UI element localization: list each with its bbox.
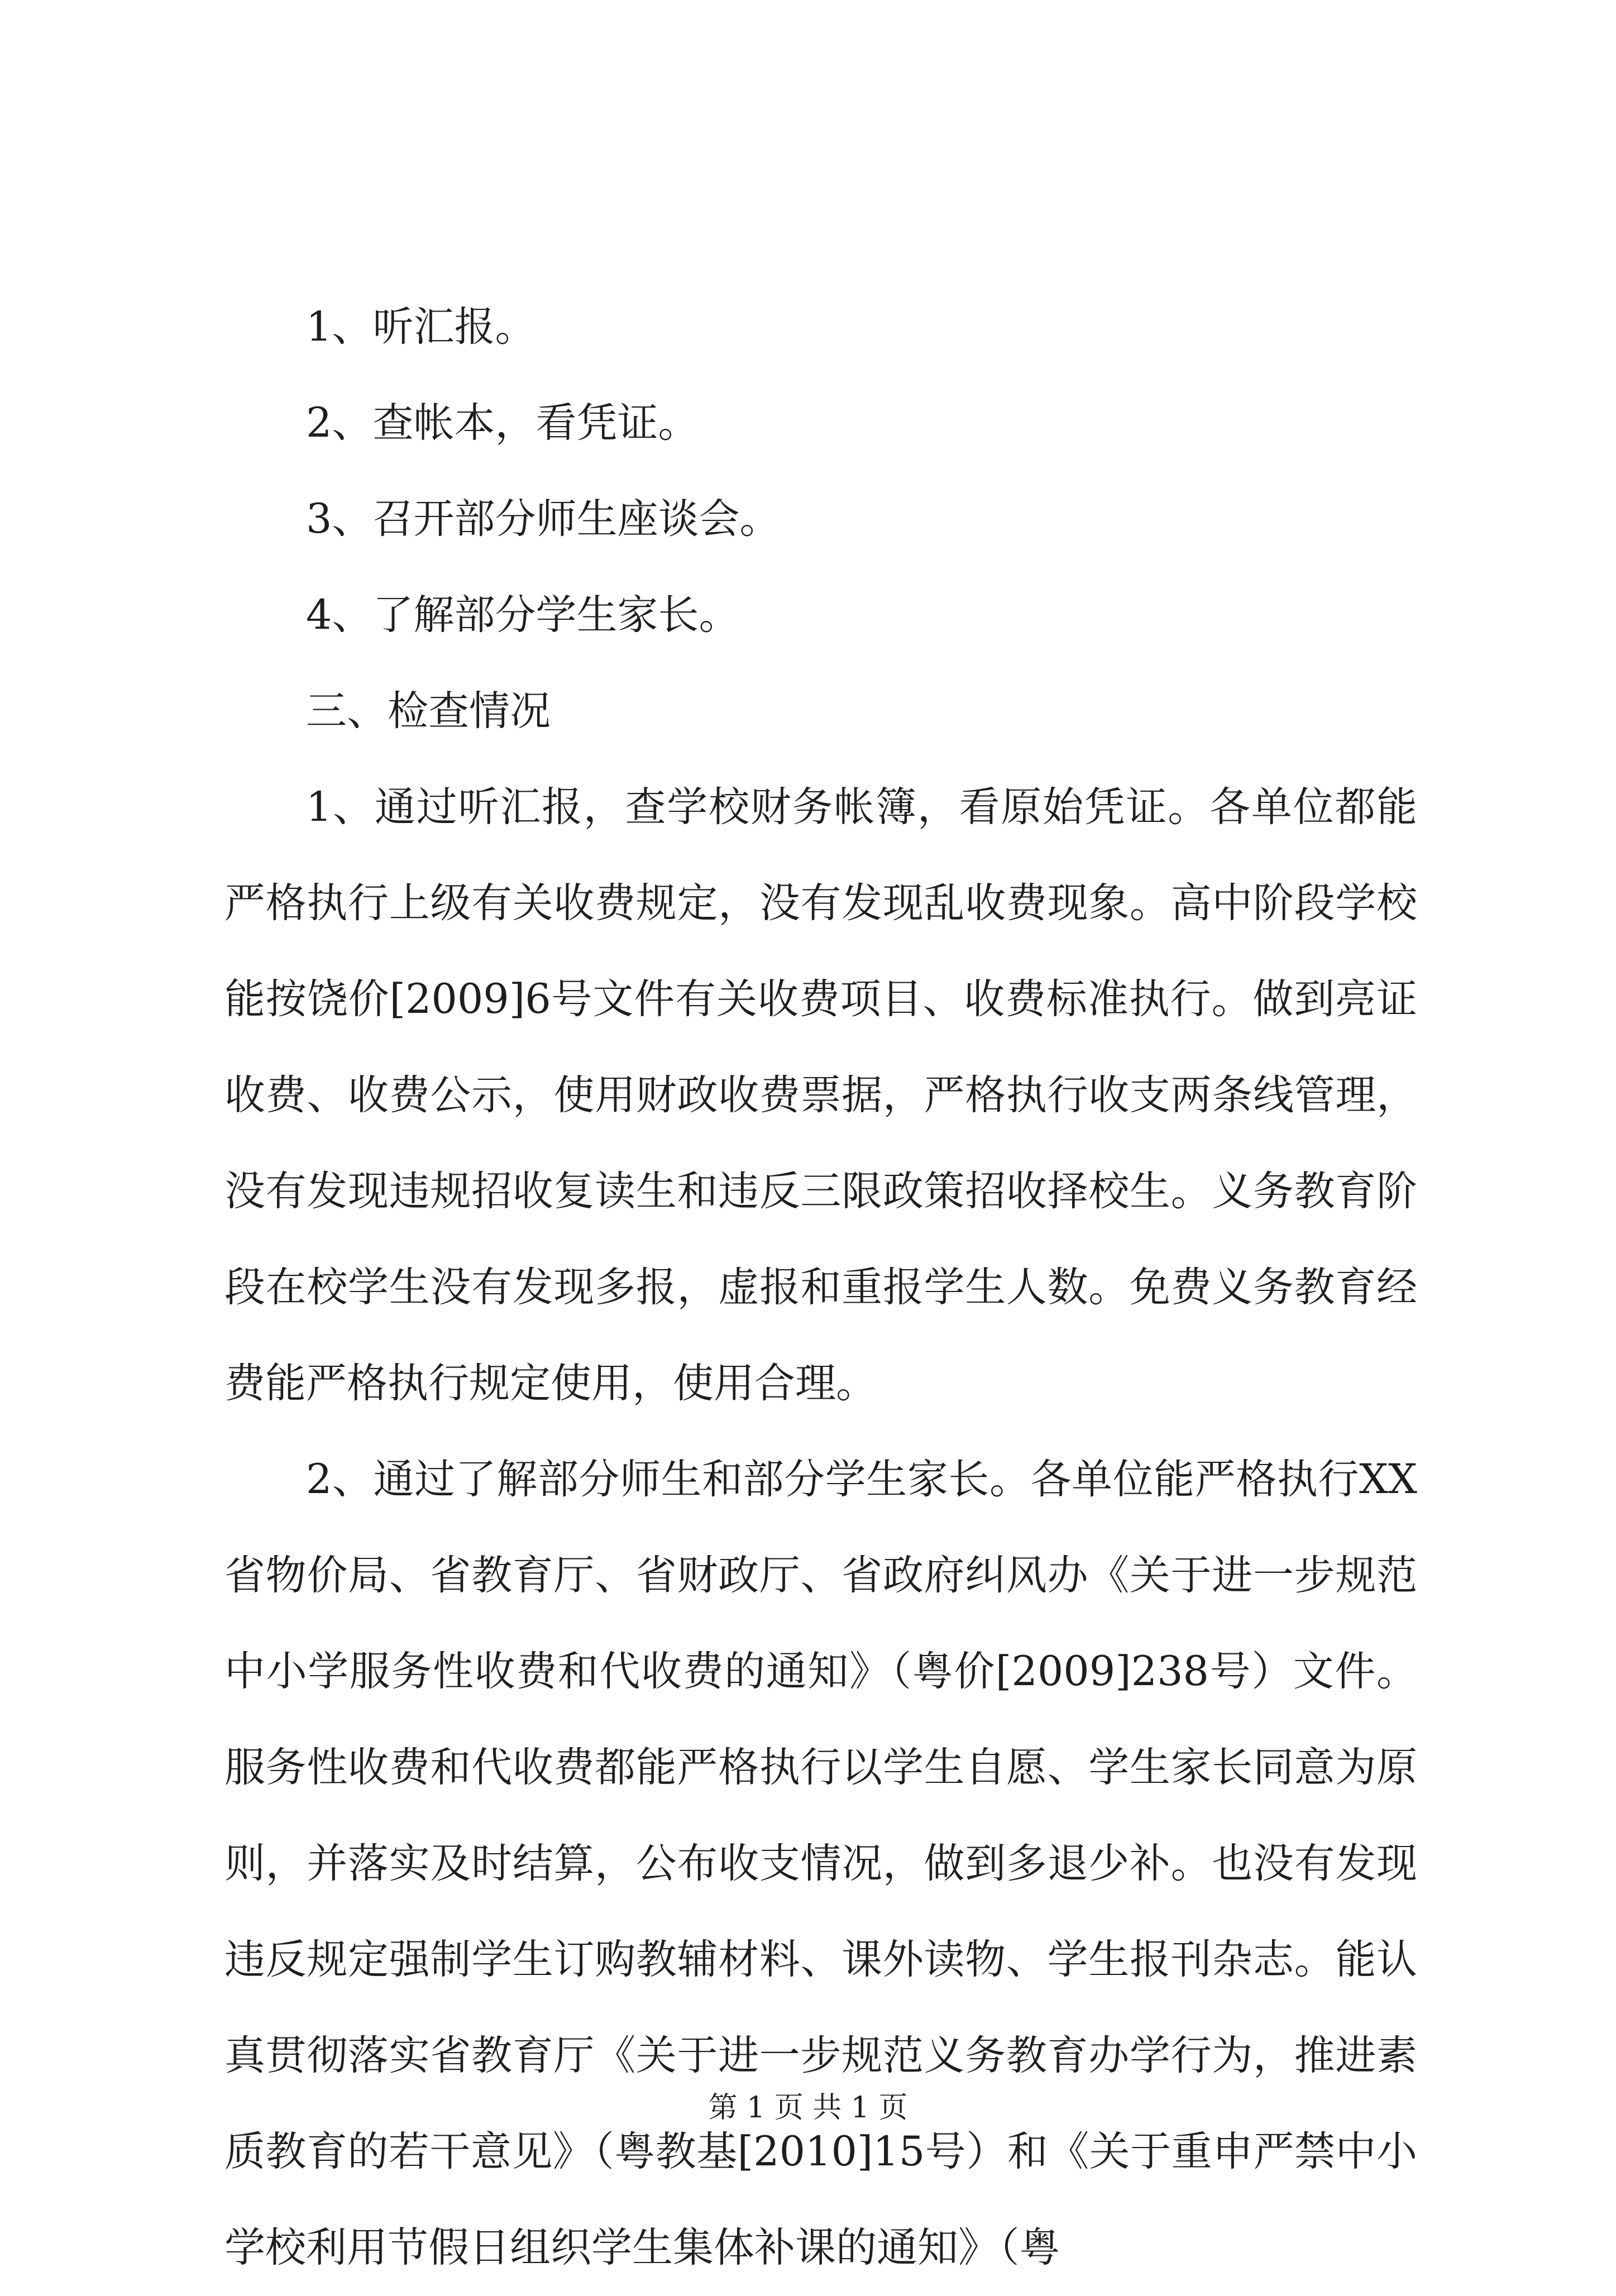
list-item-1: 1、听汇报。 bbox=[306, 303, 536, 351]
body-paragraph-2: 2、通过了解部分师生和部分学生家长。各单位能严格执行XX省物价局、省教育厅、省财政厅、省政府纠风办《关于进一步规范中小学服务性收费和代收费的通知》（粤价[2009]238号）文件。服务性收费和代收费都能严格执行以学生自愿、学生家长同意为原则，并落实及时结算，公布收支情况，做到多退少补。也没有发现违反规定强制学生订购教辅材料、课外读物、学生报刊杂志。能认真贯彻落实省教育厅《关于进一步规范义务教育办学行为，推进素质教育的若干意见》（粤教基[2010]15号）和《关于重申严禁中小学校利用节假日组织学生集体补课的通知》（粤 bbox=[224, 1456, 1417, 2271]
list-item-2: 2、查帐本，看凭证。 bbox=[306, 399, 699, 447]
section-heading: 三、检查情况 bbox=[306, 687, 551, 735]
body-paragraph-1: 1、通过听汇报，查学校财务帐簿，看原始凭证。各单位都能严格执行上级有关收费规定，没有发现乱收费现象。高中阶段学校能按饶价[2009]6号文件有关收费项目、收费标准执行。做到亮证收费、收费公示，使用财政收费票据，严格执行收支两条线管理，没有发现违规招收复读生和违反三限政策招收择校生。义务教育阶段在校学生没有发现多报，虚报和重报学生人数。免费义务教育经费能严格执行规定使用，使用合理。 bbox=[224, 783, 1417, 1407]
list-item-4: 4、了解部分学生家长。 bbox=[306, 591, 740, 639]
page-number: 第 1 页 共 1 页 bbox=[708, 2091, 908, 2125]
list-item-3: 3、召开部分师生座谈会。 bbox=[306, 495, 781, 543]
document-body bbox=[224, 279, 1417, 2296]
